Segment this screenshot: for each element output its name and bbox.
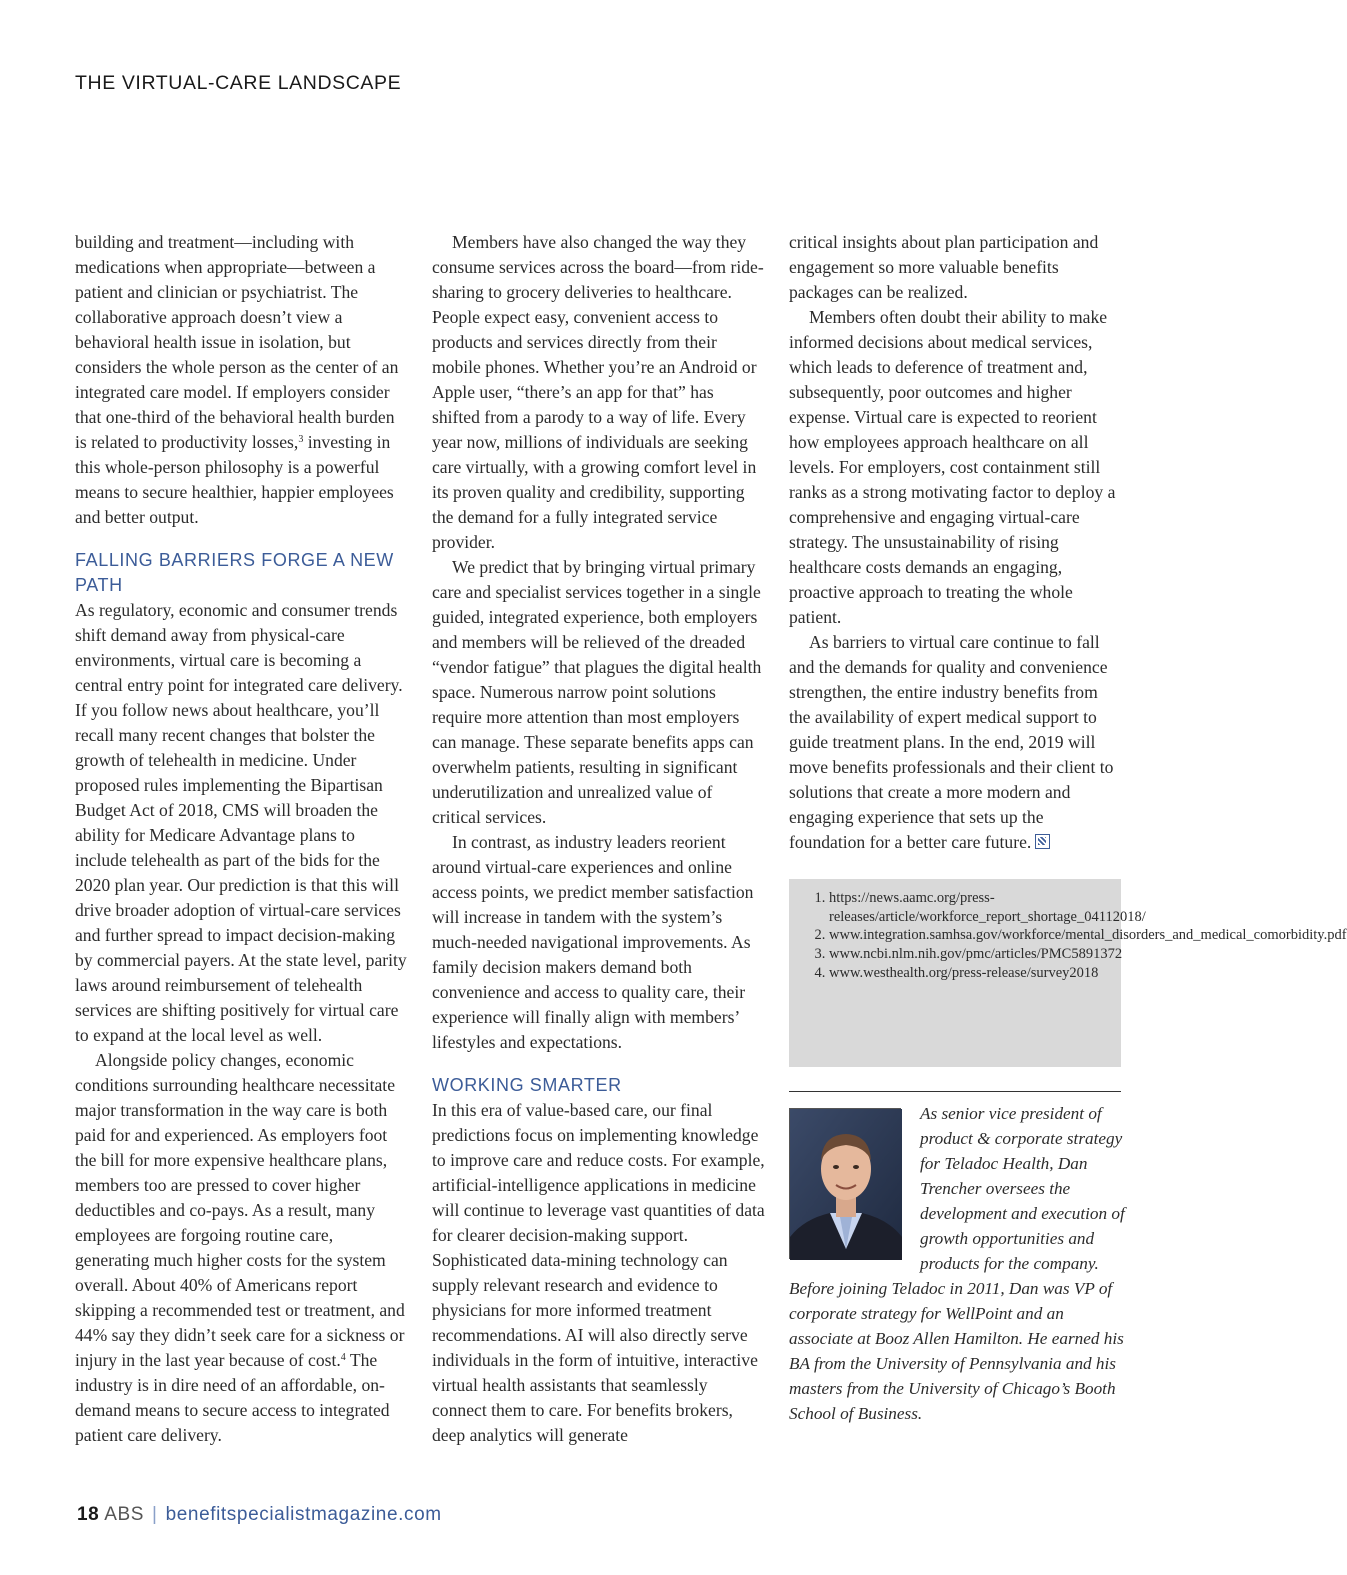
- paragraph: As regulatory, economic and consumer trends shift demand away from physical-care environments, virtual care is becoming a central entry point for integrated care delivery. If you follow news about healthcare, you’ll recall many recent changes that bolster the growth of telehealth in medicine. Under proposed rules implementing the Bipartisan Budget Act of 2018, CMS will broaden the ability for Medicare Advantage plans to include telehealth as part of the bids for the 2020 plan year. Our prediction is that this will drive broader adoption of virtual-care services and further spread to impact decision-making by commercial payers. At the state level, parity laws around reimbursement of telehealth services are shifting positively for virtual care to expand at the local level as well.: [75, 600, 407, 1045]
- paragraph: building and treatment—including with medications when appropriate—between a patient and clinician or psychiatrist. The collaborative approach doesn’t view a behavioral health issue in isolation, but considers the whole person as the center of an integrated care model. If employers consider that one-third of the behavioral health burden is related to productivity losses,$^3$ investing in this whole-person philosophy is a powerful means to secure healthier, happier employees and better output.: [75, 232, 399, 527]
- subhead-falling-barriers: FALLING BARRIERS FORGE A NEW PATH: [75, 550, 394, 595]
- section-title: THE VIRTUAL-CARE LANDSCAPE: [75, 72, 402, 94]
- reference-item[interactable]: 3. www.ncbi.nlm.nih.gov/pmc/articles/PMC5891372: [829, 945, 1111, 964]
- author-bio-text: As senior vice president of product & corporate strategy for Teladoc Health, Dan Trencher oversees the development and execution of growth opportunities and products for the company. Before joining Teladoc in 2011, Dan was VP of corporate strategy for WellPoint and an associate at Booz Allen Hamilton. He earned his BA from the University of Pennsylvania and his masters from the University of Chicago’s Booth School of Business.: [789, 1104, 1125, 1423]
- reference-item[interactable]: 4. www.westhealth.org/press-release/survey2018: [829, 964, 1111, 983]
- divider: [789, 1091, 1121, 1092]
- footnote-ref-3[interactable]: 3: [298, 434, 304, 445]
- website-link[interactable]: benefitspecialistmagazine.com: [165, 1504, 442, 1525]
- paragraph: As barriers to virtual care continue to fall and the demands for quality and convenience strengthen, the entire industry benefits from the availability of expert medical support to guide treatment plans. In the end, 2019 will move benefits professionals and their client to solutions that create a more modern and engaging experience that sets up the foundation for a better care future.: [789, 632, 1114, 852]
- publication-abbrev: ABS: [104, 1504, 145, 1525]
- end-of-article-icon: [1035, 834, 1050, 849]
- paragraph: In this era of value-based care, our final predictions focus on implementing knowledge to improve care and reduce costs. For example, artificial-intelligence applications in medicine will continue to leverage vast quantities of data for clearer decision-making support. Sophisticated data-mining technology can supply relevant research and evidence to physicians for more informed treatment recommendations. AI will also directly serve individuals in the form of intuitive, interactive virtual health assistants that seamlessly connect them to care. For benefits brokers, deep analytics will generate: [432, 1100, 765, 1445]
- references-box: [789, 879, 1347, 1067]
- footer-separator: |: [152, 1504, 158, 1525]
- paragraph: We predict that by bringing virtual primary care and specialist services together in a single guided, integrated experience, both employers and members will be relieved of the dreaded “vendor fatigue” that plagues the digital health space. Numerous narrow point solutions require more attention than most employers can manage. These separate benefits apps can overwhelm patients, resulting in significant underutilization and unrealized value of critical services.: [432, 557, 762, 827]
- page-footer: [77, 1504, 442, 1526]
- reference-item[interactable]: 2. www.integration.samhsa.gov/workforce/mental_disorders_and_medical_comorbidity.pdf: [829, 926, 1111, 945]
- paragraph: In contrast, as industry leaders reorient around virtual-care experiences and online access points, we predict member satisfaction will increase in tandem with the system’s much-needed navigational improvements. As family decision makers demand both convenience and access to quality care, their experience will finally align with members’ lifestyles and expectations.: [432, 832, 754, 1052]
- reference-item[interactable]: 1. https://news.aamc.org/press-releases/article/workforce_report_shortage_04112018/: [829, 889, 1111, 926]
- article-column-2: [432, 230, 765, 1448]
- paragraph: Members have also changed the way they consume services across the board—from ride-sharing to grocery deliveries to healthcare. People expect easy, convenient access to products and services directly from their mobile phones. Whether you’re an Android or Apple user, “there’s an app for that” has shifted from a parody to a way of life. Every year now, millions of individuals are seeking care virtually, with a growing comfort level in its proven quality and credibility, supporting the demand for a fully integrated service provider.: [432, 232, 764, 552]
- references-list: [799, 889, 1347, 983]
- paragraph: Alongside policy changes, economic conditions surrounding healthcare necessitate major transformation in the way care is both paid for and experienced. As employers foot the bill for more expensive healthcare plans, members too are pressed to cover higher deductibles and co-pays. As a result, many employees are forgoing routine care, generating much higher costs for the system overall. About 40% of Americans report skipping a recommended test or treatment, and 44% say they didn’t seek care for a sickness or injury in the last year because of cost.$^4$ The industry is in dire need of an affordable, on-demand means to secure access to integrated patient care delivery.: [75, 1050, 405, 1445]
- page-number: 18: [77, 1504, 100, 1525]
- article-column-3: [789, 230, 1122, 855]
- paragraph: Members often doubt their ability to make informed decisions about medical services, which leads to deference of treatment and, subsequently, poor outcomes and higher expense. Virtual care is expected to reorient how employees approach healthcare on all levels. For employers, cost containment still ranks as a strong motivating factor to deploy a comprehensive and engaging virtual-care strategy. The unsustainability of rising healthcare costs demands an engaging, proactive approach to treating the whole patient.: [789, 307, 1116, 627]
- author-bio: [789, 1101, 1125, 1426]
- paragraph: critical insights about plan participation and engagement so more valuable benefits packages can be realized.: [789, 232, 1099, 302]
- article-column-1: [75, 230, 410, 1448]
- footnote-ref-4[interactable]: 4: [340, 1352, 346, 1363]
- subhead-working-smarter: WORKING SMARTER: [432, 1075, 622, 1095]
